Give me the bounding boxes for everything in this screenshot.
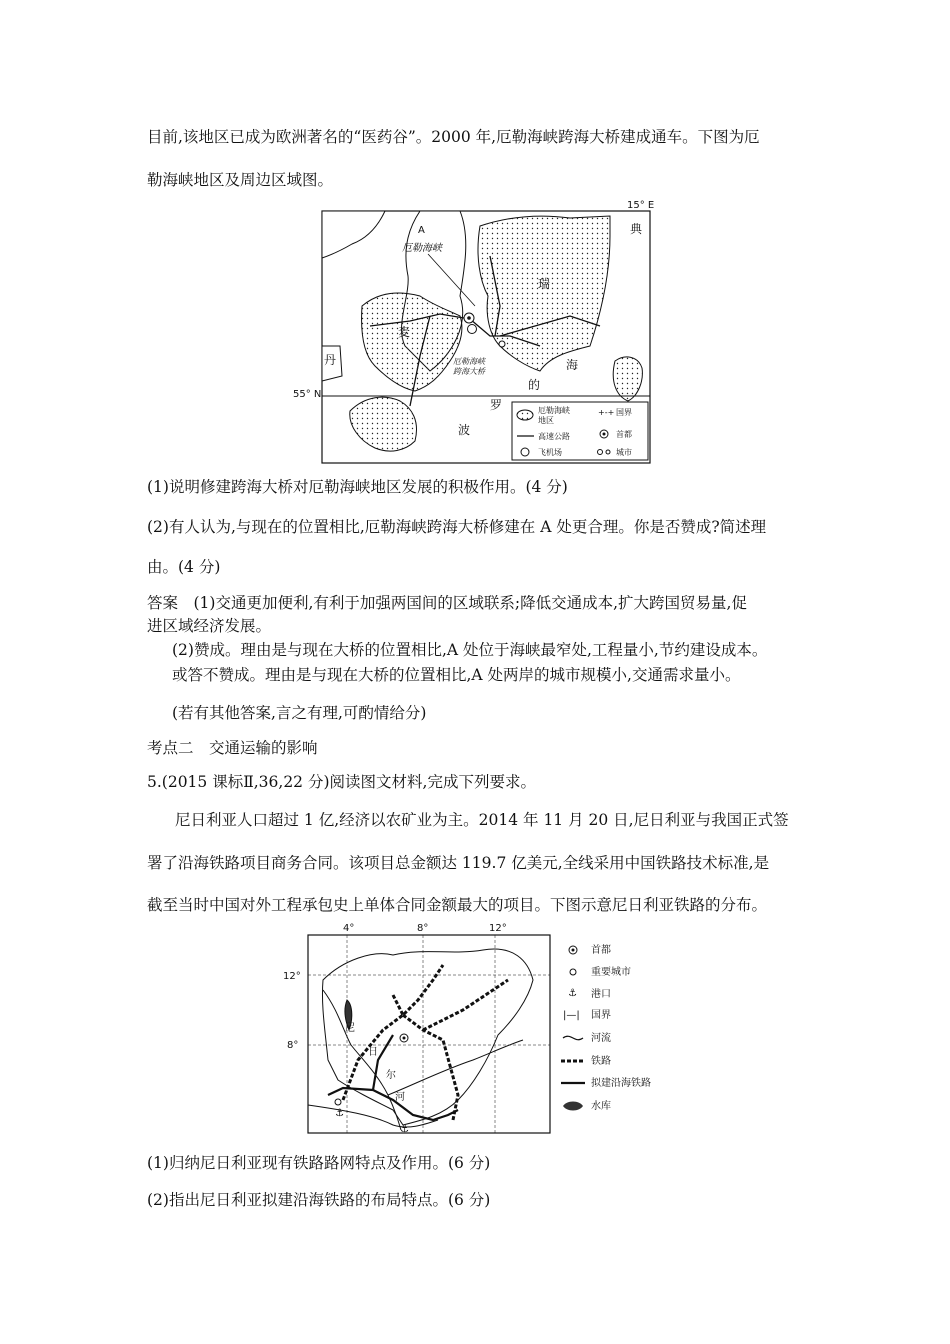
point-a-label: A bbox=[418, 225, 425, 236]
answer-line-3: (2)赞成。理由是与现在大桥的位置相比,A 处位于海峡最窄处,工程量小,节约建设成本。 bbox=[172, 641, 768, 659]
legend-border-icon: |—| bbox=[563, 1010, 580, 1021]
q5-heading: 5.(2015 课标Ⅱ,36,22 分)阅读图文材料,完成下列要求。 bbox=[147, 773, 536, 791]
answer-line-1: 答案 (1)交通更加便利,有利于加强两国间的区域联系;降低交通成本,扩大跨国贸易量,促 bbox=[147, 594, 747, 612]
intro-line-2: 勒海峡地区及周边区域图。 bbox=[147, 171, 334, 189]
q5-para-2: 署了沿海铁路项目商务合同。该项目总金额达 119.7 亿美元,全线采用中国铁路技术标准,是 bbox=[147, 854, 770, 872]
map-char-de: 的 bbox=[528, 378, 541, 392]
nigeria-map bbox=[283, 920, 673, 1140]
legend-capital-dot bbox=[572, 949, 575, 952]
capital-icon-dot bbox=[403, 1037, 406, 1040]
map2-lat-8: 8° bbox=[287, 1040, 299, 1051]
city-icon bbox=[499, 341, 505, 347]
map-char-mai: 麦 bbox=[398, 325, 411, 339]
strait-label: 厄勒海峡 bbox=[402, 243, 442, 254]
map-char-hai: 海 bbox=[566, 358, 579, 372]
intro-line-1: 目前,该地区已成为欧洲著名的“医药谷”。2000 年,厄勒海峡跨海大桥建成通车。下图为厄 bbox=[147, 128, 760, 146]
port-icon-2: ⚓ bbox=[400, 1124, 409, 1135]
river-char-he: 河 bbox=[395, 1092, 405, 1103]
legend-city-icon bbox=[570, 969, 576, 975]
map2-lat-12: 12° bbox=[283, 971, 301, 982]
map-char-dian: 典 bbox=[630, 222, 643, 236]
q5-question-1: (1)归纳尼日利亚现有铁路路网特点及作用。(6 分) bbox=[147, 1154, 491, 1172]
q1-item2b: 由。(4 分) bbox=[147, 558, 221, 576]
legend-city-icon-1 bbox=[598, 450, 603, 455]
major-city-icon bbox=[335, 1099, 341, 1105]
bridge-label-2: 跨海大桥 bbox=[453, 367, 485, 376]
capital-icon-dot bbox=[467, 316, 471, 320]
legend-capital: 首都 bbox=[591, 945, 611, 956]
legend-border: 国界 bbox=[616, 408, 632, 417]
legend-reservoir-icon bbox=[563, 1102, 583, 1111]
q5-question-2: (2)指出尼日利亚拟建沿海铁路的布局特点。(6 分) bbox=[147, 1191, 491, 1209]
map-char-dan: 丹 bbox=[324, 353, 337, 367]
legend-port-icon: ⚓ bbox=[568, 988, 577, 999]
legend-river-icon bbox=[563, 1036, 583, 1039]
answer-line-2: 进区域经济发展。 bbox=[147, 617, 272, 635]
q1-item1: (1)说明修建跨海大桥对厄勒海峡地区发展的积极作用。(4 分) bbox=[147, 478, 568, 496]
q5-para-1: 尼日利亚人口超过 1 亿,经济以农矿业为主。2014 年 11 月 20 日,尼日利亚与我国正式签 bbox=[175, 811, 789, 829]
oresund-map bbox=[293, 196, 660, 466]
airport-icon bbox=[468, 325, 477, 334]
legend-region-2: 地区 bbox=[538, 416, 554, 425]
legend-capital-dot bbox=[603, 433, 606, 436]
section-heading: 考点二 交通运输的影响 bbox=[147, 739, 318, 757]
legend-major-city: 重要城市 bbox=[591, 967, 631, 978]
legend-river: 河流 bbox=[591, 1033, 611, 1044]
map1-lat-label: 55° N bbox=[293, 389, 322, 400]
legend-airport: 飞机场 bbox=[538, 448, 562, 457]
map2-lon-4: 4° bbox=[343, 923, 355, 934]
answer-line-5: (若有其他答案,言之有理,可酌情给分) bbox=[172, 704, 427, 722]
map2-lon-12: 12° bbox=[489, 923, 507, 934]
legend-city: 城市 bbox=[616, 448, 632, 457]
map-char-luo: 罗 bbox=[490, 398, 503, 412]
legend-border: 国界 bbox=[591, 1010, 611, 1021]
answer-line-4: 或答不赞成。理由是与现在大桥的位置相比,A 处两岸的城市规模小,交通需求量小。 bbox=[172, 666, 741, 684]
legend-capital: 首都 bbox=[616, 430, 632, 439]
river-char-ni: 尼 bbox=[345, 1023, 355, 1034]
map2-lon-8: 8° bbox=[417, 923, 429, 934]
map-char-bo: 波 bbox=[458, 423, 471, 437]
legend-city-icon-2 bbox=[606, 450, 610, 454]
port-icon-1: ⚓ bbox=[335, 1108, 344, 1119]
legend-highway: 高速公路 bbox=[538, 432, 570, 441]
river-char-ri: 日 bbox=[368, 1047, 378, 1058]
legend-port: 港口 bbox=[591, 989, 611, 1000]
river-char-er: 尔 bbox=[386, 1070, 396, 1081]
q5-para-3: 截至当时中国对外工程承包史上单体合同金额最大的项目。下图示意尼日利亚铁路的分布。 bbox=[147, 896, 768, 914]
legend-railway: 铁路 bbox=[591, 1056, 611, 1067]
legend-reservoir: 水库 bbox=[591, 1101, 611, 1112]
legend-border-icon: +-+ bbox=[598, 408, 615, 417]
legend-region-1: 厄勒海峡 bbox=[538, 406, 570, 415]
legend-planned-railway: 拟建沿海铁路 bbox=[591, 1078, 651, 1089]
legend-region-icon bbox=[517, 410, 533, 420]
map1-lon-label: 15° E bbox=[627, 200, 655, 211]
bridge-label-1: 厄勒海峡 bbox=[453, 357, 485, 366]
q1-item2a: (2)有人认为,与现在的位置相比,厄勒海峡跨海大桥修建在 A 处更合理。你是否赞成?简述理 bbox=[147, 518, 767, 536]
map-char-rui: 瑞 bbox=[538, 277, 551, 291]
legend-airport-icon bbox=[521, 448, 529, 456]
